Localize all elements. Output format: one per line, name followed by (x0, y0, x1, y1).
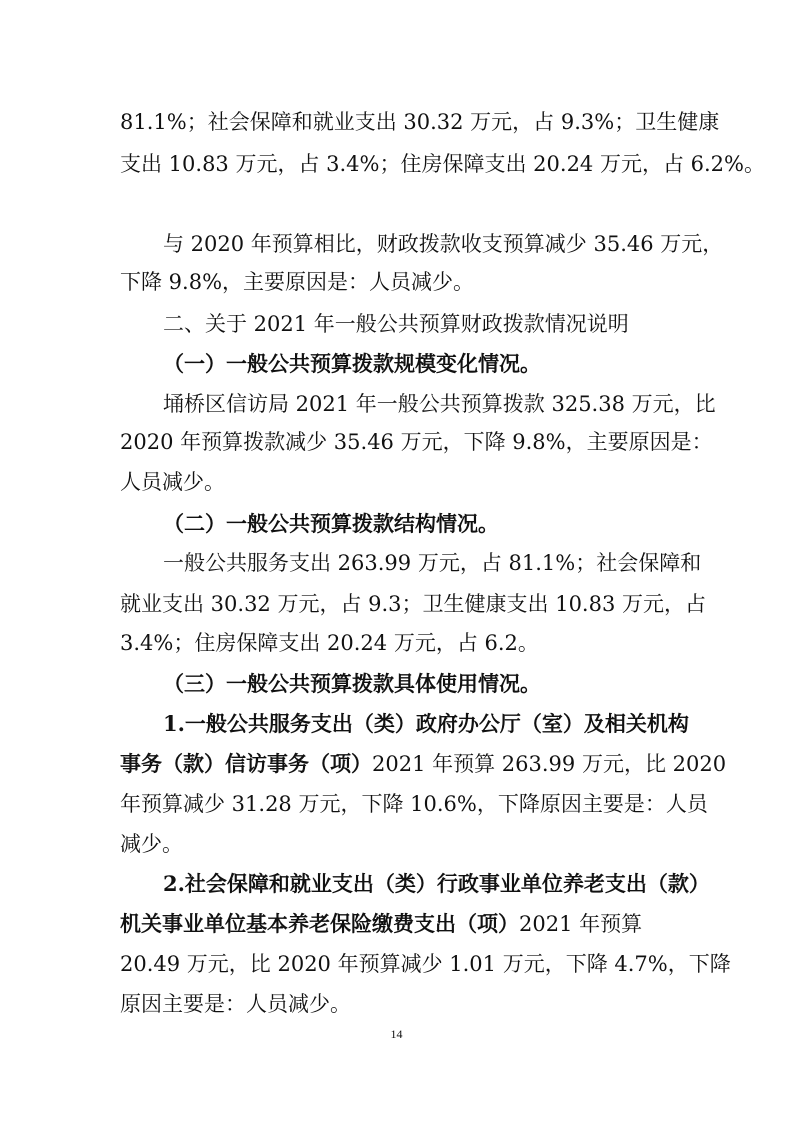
text-line: 减少。 (120, 832, 183, 856)
text-line (120, 910, 642, 938)
text-line: 20.49 万元，比 2020 年预算减少 1.01 万元，下降 4.7%，下降 (120, 952, 731, 976)
text-line: 2020 年预算拨款减少 35.46 万元，下降 9.8%，主要原因是： (120, 430, 713, 454)
text-line: 就业支出 30.32 万元，占 9.3；卫生健康支出 10.83 万元，占 (120, 592, 707, 616)
text-line: 下降 9.8%，主要原因是：人员减少。 (120, 270, 475, 294)
text-segment: 2021 年预算 263.99 万元，比 2020 (372, 752, 727, 776)
text-line: 81.1%；社会保障和就业支出 30.32 万元，占 9.3%；卫生健康 (120, 110, 720, 134)
item-heading-continued: 机关事业单位基本养老保险缴费支出（项） (120, 911, 519, 936)
subsection-heading: （三）一般公共预算拨款具体使用情况。 (163, 671, 541, 696)
text-line: 年预算减少 31.28 万元，下降 10.6%，下降原因主要是：人员 (120, 792, 708, 816)
subsection-heading: （二）一般公共预算拨款结构情况。 (163, 511, 499, 536)
subsection-heading: （一）一般公共预算拨款规模变化情况。 (163, 351, 541, 376)
text-segment: 2021 年预算 (519, 912, 643, 936)
section-heading: 二、关于 2021 年一般公共预算财政拨款情况说明 (163, 312, 629, 336)
text-line: 与 2020 年预算相比，财政拨款收支预算减少 35.46 万元， (163, 232, 724, 256)
item-heading: 2.社会保障和就业支出（类）行政事业单位养老支出（款） (163, 871, 710, 896)
text-line: 3.4%；住房保障支出 20.24 万元，占 6.2。 (120, 631, 539, 655)
text-line: 埇桥区信访局 2021 年一般公共预算拨款 325.38 万元，比 (163, 392, 716, 416)
text-line: 支出 10.83 万元，占 3.4%；住房保障支出 20.24 万元，占 6.2%。 (120, 152, 765, 176)
text-line: 原因主要是：人员减少。 (120, 992, 351, 1016)
page-number: 14 (390, 1027, 403, 1041)
text-line: 人员减少。 (120, 470, 225, 494)
text-line (120, 750, 726, 778)
item-heading-continued: 事务（款）信访事务（项） (120, 751, 372, 776)
text-line: 一般公共服务支出 263.99 万元，占 81.1%；社会保障和 (163, 551, 702, 575)
item-heading: 1.一般公共服务支出（类）政府办公厅（室）及相关机构 (163, 711, 689, 736)
